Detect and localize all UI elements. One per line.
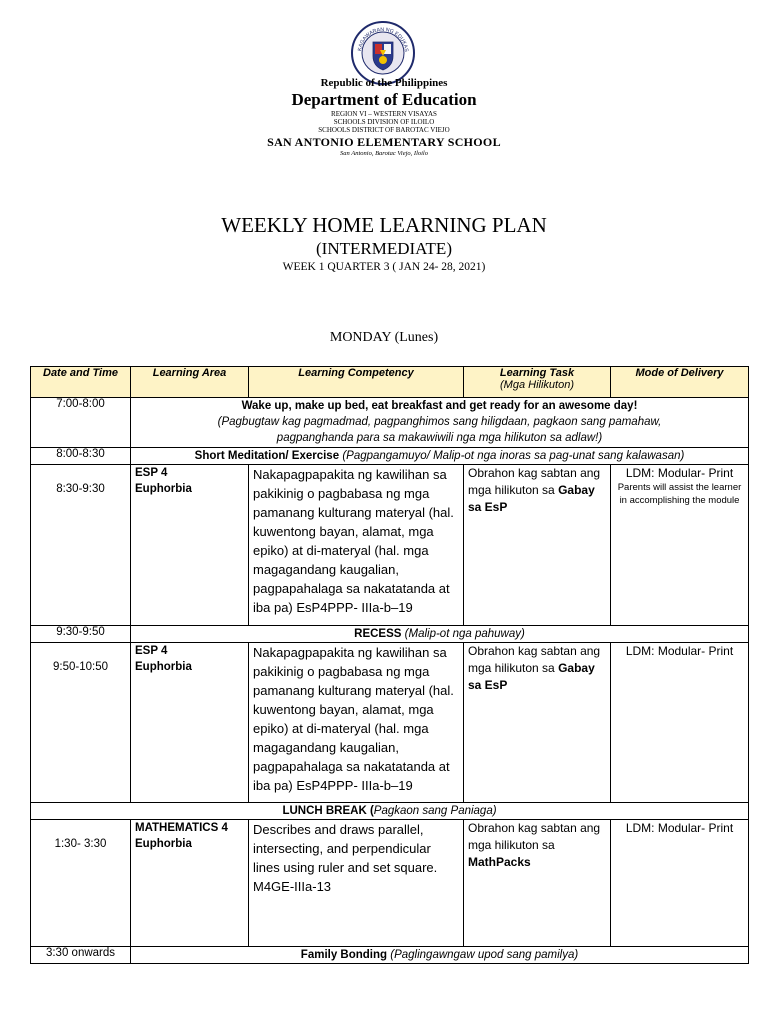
- row-activity: [131, 947, 749, 964]
- row-time: 1:30- 3:30: [31, 820, 131, 947]
- mode-note: Parents will assist the learner in accomplishing the module: [617, 482, 742, 506]
- activity-text: LUNCH BREAK (: [282, 805, 374, 817]
- activity-translation: (Pagpangamuyo/ Malip-ot nga inoras sa pag-unat sang kalawasan): [342, 450, 685, 462]
- table-row: [31, 465, 749, 626]
- table-header-row: [31, 367, 749, 398]
- activity-translation-2: pagpanghanda para sa makawiwili nga mga hilikuton sa adlaw!): [276, 432, 603, 444]
- row-activity: [131, 448, 749, 465]
- row-mode: [611, 643, 749, 803]
- task-material: Gabay sa EsP: [468, 483, 595, 514]
- republic-line: Republic of the Philippines: [320, 77, 448, 89]
- school-address: San Antonio, Barotac Viejo, Iloilo: [340, 150, 428, 157]
- row-learning-area: [131, 643, 249, 803]
- table-row: [31, 803, 749, 820]
- section-name: Euphorbia: [135, 483, 192, 495]
- header-learning-competency: Learning Competency: [249, 367, 464, 398]
- plan-day: MONDAY (Lunes): [329, 330, 439, 345]
- table-row: [31, 398, 749, 448]
- task-material: MathPacks: [468, 855, 531, 869]
- learning-plan-table: [30, 366, 749, 964]
- row-competency: Nakapagpapakita ng kawilihan sa pakikinig o pagbabasa ng mga pamanang kulturang materyal (hal. kuwentong bayan, alamat, mga epiko) at di-materyal (hal. mga magagandang kaugalian, pagpapahalaga sa nakatatanda at iba pa) EsP4PPP- IIIa-b–19: [249, 643, 464, 803]
- division-line: SCHOOLS DIVISION OF ILOILO: [333, 118, 435, 126]
- row-activity: [131, 398, 749, 448]
- activity-translation-1: (Pagbugtaw kag pagmadmad, pagpanghimos sang hiligdaan, pagkaon sang pamahaw,: [217, 416, 662, 428]
- table-row: [31, 643, 749, 803]
- plan-week: WEEK 1 QUARTER 3 ( JAN 24- 28, 2021): [282, 261, 486, 273]
- activity-translation: (Malip-ot nga pahuway): [404, 628, 525, 640]
- mode-text: LDM: Modular- Print: [625, 821, 734, 835]
- section-name: Euphorbia: [135, 838, 192, 850]
- row-learning-area: [131, 465, 249, 626]
- plan-level: (INTERMEDIATE): [316, 239, 452, 258]
- row-time: 7:00-8:00: [31, 398, 131, 448]
- seal-text: KAGAWARAN NG EDUKAS: [357, 26, 410, 53]
- region-line: REGION VI – WESTERN VISAYAS: [331, 110, 437, 118]
- task-text: Obrahon kag sabtan ang mga hilikuton sa: [468, 821, 601, 852]
- row-time: 9:50-10:50: [31, 643, 131, 803]
- department-name: Department of Education: [291, 90, 477, 109]
- activity-text: Wake up, make up bed, eat breakfast and get ready for an awesome day!: [241, 400, 638, 412]
- activity-text: Short Meditation/ Exercise: [194, 450, 340, 462]
- row-mode: [611, 820, 749, 947]
- mode-text: LDM: Modular- Print: [625, 466, 734, 480]
- subject-name: MATHEMATICS 4: [135, 822, 228, 834]
- table-row: [31, 820, 749, 947]
- row-task: [464, 465, 611, 626]
- activity-translation: Pagkaon sang Paniaga): [373, 805, 497, 817]
- task-text: Obrahon kag sabtan ang mga hilikuton sa: [468, 466, 601, 497]
- row-time: 3:30 onwards: [31, 947, 131, 964]
- header-date-time: Date and Time: [31, 367, 131, 398]
- row-task: [464, 820, 611, 947]
- table-row: [31, 626, 749, 643]
- row-time: 8:00-8:30: [31, 448, 131, 465]
- header-learning-area: Learning Area: [131, 367, 249, 398]
- mode-text: LDM: Modular- Print: [625, 644, 734, 658]
- table-row: [31, 947, 749, 964]
- row-competency: Describes and draws parallel, intersecting, and perpendicular lines using ruler and set square. M4GE-IIIa-13: [249, 820, 464, 947]
- activity-text: RECESS: [354, 628, 402, 640]
- table-row: [31, 448, 749, 465]
- header-learning-task: [464, 367, 611, 398]
- activity-translation: (Paglingawngaw upod sang pamilya): [390, 949, 579, 961]
- subject-name: ESP 4: [135, 467, 168, 479]
- task-material: Gabay sa EsP: [468, 661, 595, 692]
- school-name: SAN ANTONIO ELEMENTARY SCHOOL: [267, 135, 501, 149]
- row-learning-area: [131, 820, 249, 947]
- district-line: SCHOOLS DISTRICT OF BAROTAC VIEJO: [318, 126, 450, 134]
- row-task: [464, 643, 611, 803]
- activity-text: Family Bonding: [300, 949, 388, 961]
- row-activity: [131, 626, 749, 643]
- row-time: 9:30-9:50: [31, 626, 131, 643]
- row-time: 8:30-9:30: [31, 465, 131, 626]
- row-competency: Nakapagpapakita ng kawilihan sa pakikinig o pagbabasa ng mga pamanang kulturang materyal (hal. kuwentong bayan, alamat, mga epiko) at di-materyal (hal. mga magagandang kaugalian, pagpapahalaga sa nakatatanda at iba pa) EsP4PPP- IIIa-b–19: [249, 465, 464, 626]
- plan-title: WEEKLY HOME LEARNING PLAN: [221, 213, 547, 237]
- row-mode: [611, 465, 749, 626]
- header-learning-task-label: Learning Task: [499, 367, 575, 379]
- subject-name: ESP 4: [135, 645, 168, 657]
- section-name: Euphorbia: [135, 661, 192, 673]
- row-activity: [31, 803, 749, 820]
- header-mode-of-delivery: Mode of Delivery: [611, 367, 749, 398]
- task-text: Obrahon kag sabtan ang mga hilikuton sa: [468, 644, 601, 675]
- header-learning-task-sub: (Mga Hilikuton): [500, 379, 574, 391]
